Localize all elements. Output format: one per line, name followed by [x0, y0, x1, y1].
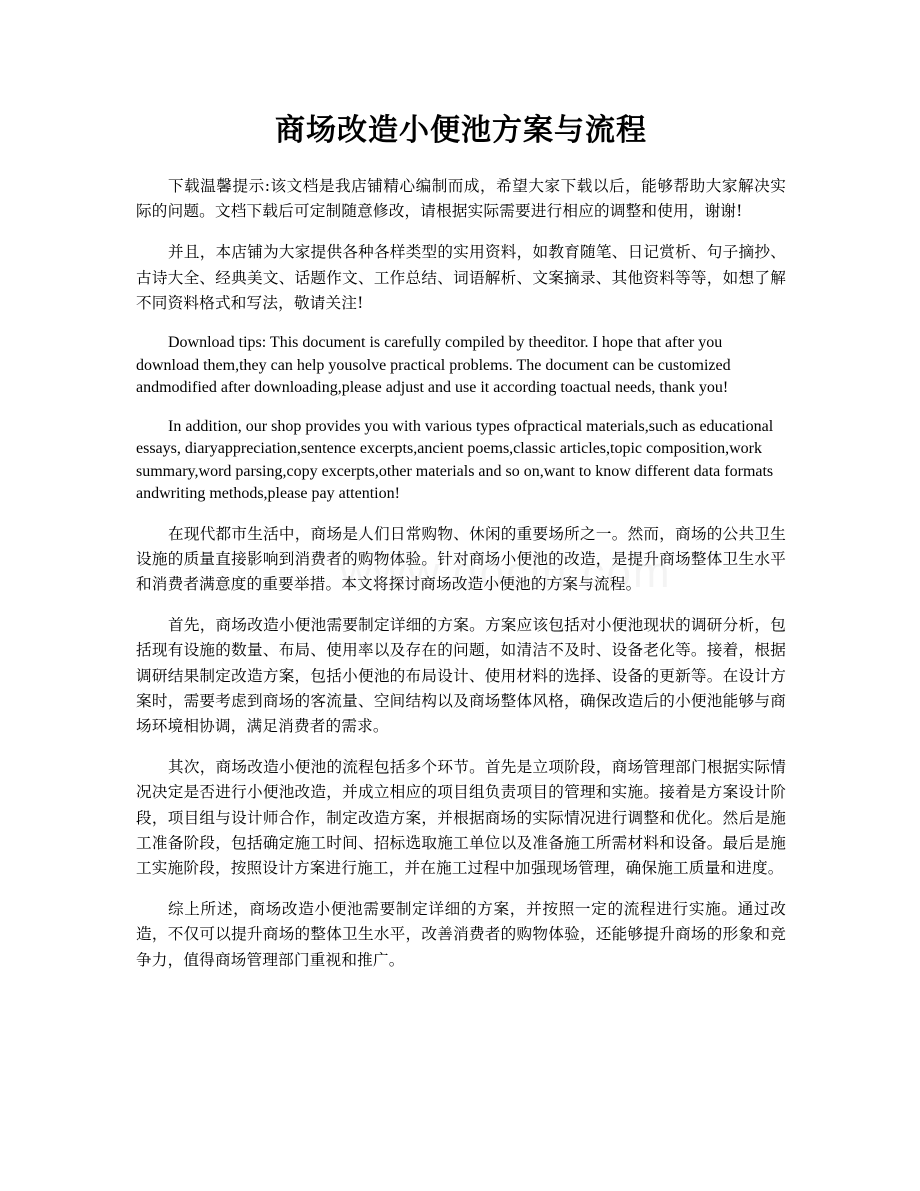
- paragraph: Download tips: This document is carefully compiled by theeditor. I hope that after you download them,they can help yousolve practical problems. The document can be customized andmodified after downloading,please adjust and use it according toactual needs, thank you!: [136, 334, 731, 397]
- paragraph: 首先，商场改造小便池需要制定详细的方案。方案应该包括对小便池现状的调研分析，包括现有设施的数量、布局、使用率以及存在的问题，如清洁不及时、设备老化等。接着，根据调研结果制定改造方案，包括小便池的布局设计、使用材料的选择、设备的更新等。在设计方案时，需要考虑到商场的客流量、空间结构以及商场整体风格，确保改造后的小便池能够与商场环境相协调，满足消费者的需求。: [136, 616, 786, 735]
- paragraph: 并且，本店铺为大家提供各种各样类型的实用资料，如教育随笔、日记赏析、句子摘抄、古诗大全、经典美文、话题作文、工作总结、词语解析、文案摘录、其他资料等等，如想了解不同资料格式和写法，敬请关注!: [136, 243, 786, 312]
- document-body: [136, 110, 786, 989]
- document-title: 商场改造小便池方案与流程: [275, 113, 647, 148]
- paragraph-list: [136, 174, 786, 973]
- paragraph: 下载温馨提示:该文档是我店铺精心编制而成，希望大家下载以后，能够帮助大家解决实际的问题。文档下载后可定制随意修改，请根据实际需要进行相应的调整和使用，谢谢!: [136, 177, 786, 221]
- paragraph: In addition, our shop provides you with various types ofpractical materials,such as educational essays, diaryappreciation,sentence excerpts,ancient poems,classic articles,topic composition,work summary,word parsing,copy excerpts,other materials and so on,want to know different data formats andwriting methods,please pay attention!: [136, 417, 774, 503]
- paragraph: 在现代都市生活中，商场是人们日常购物、休闲的重要场所之一。然而，商场的公共卫生设施的质量直接影响到消费者的购物体验。针对商场小便池的改造，是提升商场整体卫生水平和消费者满意度的重要举措。本文将探讨商场改造小便池的方案与流程。: [136, 524, 786, 593]
- paragraph: 综上所述，商场改造小便池需要制定详细的方案，并按照一定的流程进行实施。通过改造，不仅可以提升商场的整体卫生水平，改善消费者的购物体验，还能够提升商场的形象和竞争力，值得商场管理部门重视和推广。: [136, 900, 786, 969]
- paragraph: 其次，商场改造小便池的流程包括多个环节。首先是立项阶段，商场管理部门根据实际情况决定是否进行小便池改造，并成立相应的项目组负责项目的管理和实施。接着是方案设计阶段，项目组与设计师合作，制定改造方案，并根据商场的实际情况进行调整和优化。然后是施工准备阶段，包括确定施工时间、招标选取施工单位以及准备施工所需材料和设备。最后是施工实施阶段，按照设计方案进行施工，并在施工过程中加强现场管理，确保施工质量和进度。: [136, 758, 786, 877]
